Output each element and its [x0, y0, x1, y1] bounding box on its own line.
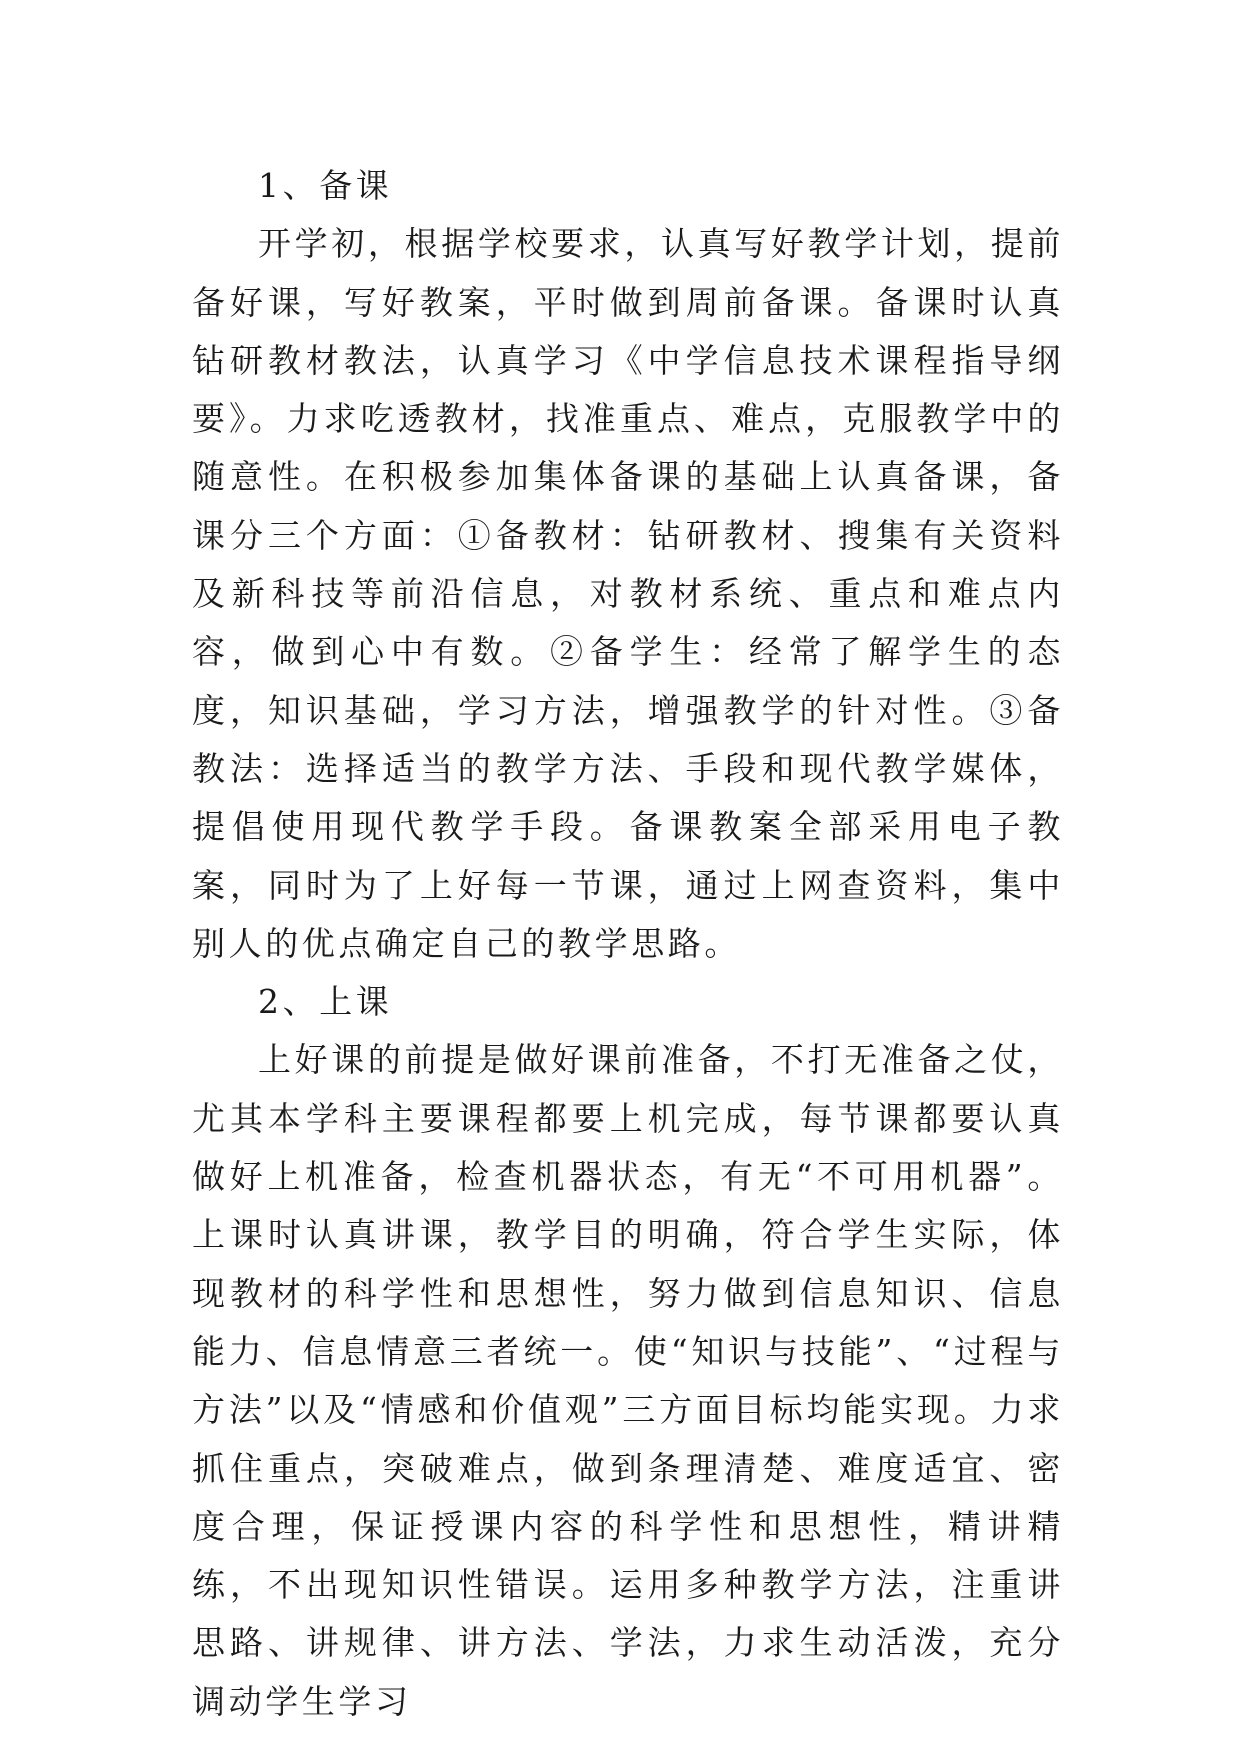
section-heading-2: 2、上课: [258, 982, 393, 1022]
section-heading-1: 1、备课: [258, 166, 393, 205]
section-paragraph-2: 上好课的前提是做好课前准备，不打无准备之仗，尤其本学科主要课程都要上机完成，每节课都要认真做好上机准备，检查机器状态，有无“不可用机器”。上课时认真讲课，教学目的明确，符合学生实际，体现教材的科学性和思想性，努力做到信息知识、信息能力、信息情意三者统一。使“知识与技能”、“过程与方法”以及“情感和价值观”三方面目标均能实现。力求抓住重点，突破难点，做到条理清楚、难度适宜、密度合理，保证授课内容的科学性和思想性，精讲精练，不出现知识性错误。运用多种教学方法，注重讲思路、讲规律、讲方法、学法，力求生动活泼，充分调动学生学习: [192, 1040, 1064, 1721]
section-paragraph-1: 开学初，根据学校要求，认真写好教学计划，提前备好课，写好教案，平时做到周前备课。备课时认真钻研教材教法，认真学习《中学信息技术课程指导纲要》。力求吃透教材，找准重点、难点，克服教学中的随意性。在积极参加集体备课的基础上认真备课，备课分三个方面：①备教材：钻研教材、搜集有关资料及新科技等前沿信息，对教材系统、重点和难点内容，做到心中有数。②备学生：经常了解学生的态度，知识基础，学习方法，增强教学的针对性。③备教法：选择适当的教学方法、手段和现代教学媒体，提倡使用现代教学手段。备课教案全部采用电子教案，同时为了上好每一节课，通过上网查资料，集中别人的优点确定自己的教学思路。: [192, 224, 1064, 963]
document-body: [192, 157, 1064, 1731]
